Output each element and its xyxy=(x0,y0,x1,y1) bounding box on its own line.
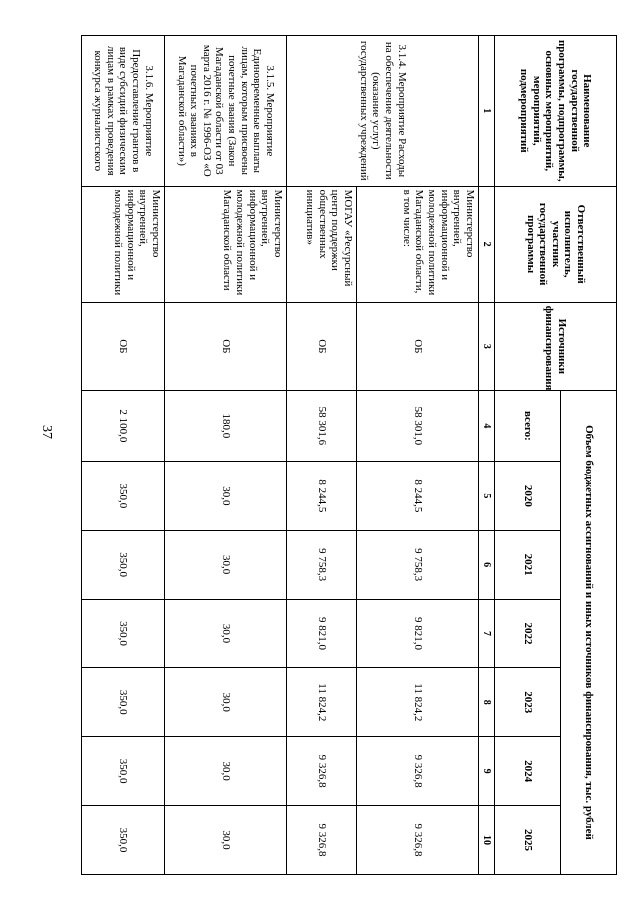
value-2023: 350,0 xyxy=(82,668,165,737)
header-total: всего: xyxy=(495,390,561,461)
executor-cell: Министерство внутренней, информационной и молодежной политики Магаданской области xyxy=(165,186,287,302)
table-row xyxy=(82,36,165,875)
value-2025: 30,0 xyxy=(165,806,287,875)
value-2020: 30,0 xyxy=(165,461,287,530)
header-executor: Ответственный исполнитель, участник государственной программы xyxy=(495,186,617,302)
executor-cell: Министерство внутренней, информационной и молодежной политики xyxy=(82,186,165,302)
value-2021: 30,0 xyxy=(165,530,287,599)
index-cell: 6 xyxy=(479,530,495,599)
value-2024: 30,0 xyxy=(165,737,287,806)
value-total: 58 301,0 xyxy=(357,390,479,461)
index-row xyxy=(479,36,495,875)
funding-table xyxy=(81,35,617,875)
source-cell: ОБ xyxy=(82,302,165,390)
index-cell: 3 xyxy=(479,302,495,390)
index-cell: 2 xyxy=(479,186,495,302)
value-2020: 8 244,5 xyxy=(357,461,479,530)
value-2022: 350,0 xyxy=(82,599,165,668)
source-cell: ОБ xyxy=(165,302,287,390)
value-2024: 9 326,8 xyxy=(287,737,357,806)
value-2025: 350,0 xyxy=(82,806,165,875)
header-year-2025: 2025 xyxy=(495,806,561,875)
executor-cell: МОГАУ «Ресурсный центр поддержки общественных инициатив» xyxy=(287,186,357,302)
value-2025: 9 326,8 xyxy=(357,806,479,875)
value-total: 58 301,6 xyxy=(287,390,357,461)
value-2025: 9 326,8 xyxy=(287,806,357,875)
executor-cell: Министерство внутренней, информационной и молодежной политики Магаданской области, в том числе: xyxy=(357,186,479,302)
value-total: 180,0 xyxy=(165,390,287,461)
source-cell: ОБ xyxy=(287,302,357,390)
header-year-2022: 2022 xyxy=(495,599,561,668)
value-2022: 30,0 xyxy=(165,599,287,668)
value-2024: 350,0 xyxy=(82,737,165,806)
document-table-container xyxy=(82,35,617,875)
page-number: 37 xyxy=(39,425,54,439)
value-2022: 9 821,0 xyxy=(287,599,357,668)
value-2020: 8 244,5 xyxy=(287,461,357,530)
value-2021: 9 758,3 xyxy=(357,530,479,599)
value-2022: 9 821,0 xyxy=(357,599,479,668)
source-cell: ОБ xyxy=(357,302,479,390)
index-cell: 1 xyxy=(479,36,495,187)
header-name: Наименование государственной программы, подпрограммы, основных мероприятий, мероприятий, подмероприятий xyxy=(495,36,617,187)
value-2023: 30,0 xyxy=(165,668,287,737)
index-cell: 10 xyxy=(479,806,495,875)
header-year-2020: 2020 xyxy=(495,461,561,530)
value-2021: 350,0 xyxy=(82,530,165,599)
header-funding: Объем бюджетных ассигнований и иных источников финансирования, тыс. рублей xyxy=(561,390,617,874)
value-2021: 9 758,3 xyxy=(287,530,357,599)
table-row xyxy=(165,36,287,875)
index-cell: 4 xyxy=(479,390,495,461)
table-row xyxy=(357,36,479,875)
activity-name: 3.1.6. Мероприятие Предоставление грантов в виде субсидий физическим лицам в рамках проведения конкурса журналистского xyxy=(82,36,165,187)
value-2023: 11 824,2 xyxy=(357,668,479,737)
activity-name: 3.1.4. Мероприятие Расходы на обеспечение деятельности (оказание услуг) государственных учреждений xyxy=(287,36,479,187)
header-year-2021: 2021 xyxy=(495,530,561,599)
index-cell: 5 xyxy=(479,461,495,530)
activity-name: 3.1.5. Мероприятие Единовременные выплаты лицам, которым присвоены почетные звания (Закон Магаданской области от 03 марта 2016 г. № 1996-ОЗ «О почетных званиях в Магаданской области») xyxy=(165,36,287,187)
header-year-2024: 2024 xyxy=(495,737,561,806)
index-cell: 9 xyxy=(479,737,495,806)
header-year-2023: 2023 xyxy=(495,668,561,737)
value-2020: 350,0 xyxy=(82,461,165,530)
header-source: Источники финансирования xyxy=(495,302,617,390)
index-cell: 8 xyxy=(479,668,495,737)
value-2024: 9 326,8 xyxy=(357,737,479,806)
value-2023: 11 824,2 xyxy=(287,668,357,737)
index-cell: 7 xyxy=(479,599,495,668)
value-total: 2 100,0 xyxy=(82,390,165,461)
